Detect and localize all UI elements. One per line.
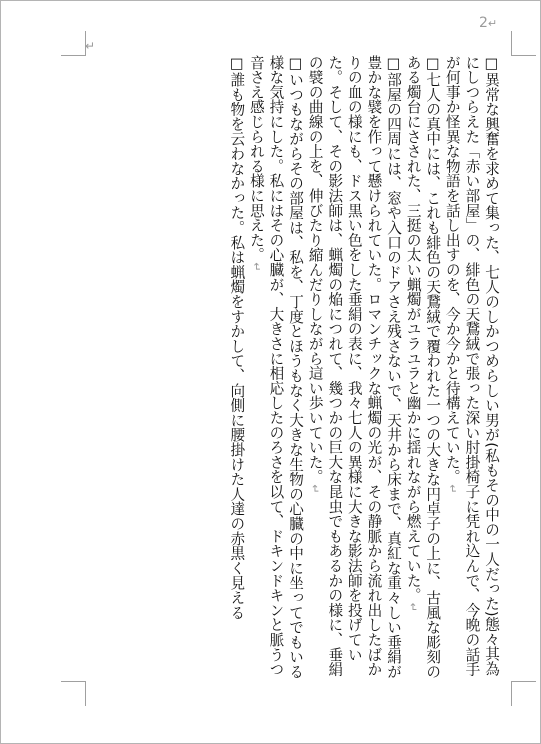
crop-mark-top-right [511, 31, 536, 56]
return-mark-icon: ↵ [445, 484, 459, 494]
crop-mark-bottom-left [61, 681, 86, 706]
document-body[interactable] [87, 55, 501, 679]
paragraph: □誰も物を云わなかった。私は蝋燭をすかして、向側に腰掛けた人達の赤黒く見える [228, 55, 246, 620]
paragraph: □七人の真中には、これも緋色の天鵞絨で覆われた一つの大きな円卓子の上に、古風な彫刻のある燭台にさされた、三挺の太い蝋燭がユラユラと幽かに揺れながら燃えていた。↵ [404, 55, 442, 679]
paragraph: □部屋の四周には、窓や入口のドアさえ残さないで、天井から床まで、真紅な重々しい垂絹が豊かな襞を作って懸けられていた。ロマンチックな蝋燭の光が、その静脈から流れ出したばかりの血の様にも、ドス黒い色をした垂絹の表に、我々七人の異様に大きな影法師を投げていた。そして、その影法師は、蝋燭の焔につれて、幾つかの巨大な昆虫でもあるかの様に、垂絹の襞の曲線の上を、伸びたり縮んだりしながら這い歩いていた。↵ [306, 55, 403, 679]
paragraph-mark-icon: ↵ [85, 39, 96, 53]
return-mark-icon: ↵ [249, 262, 263, 272]
paragraph: □いつもながらその部屋は、私を、丁度とほうもなく大きな生物の心臓の中に坐ってでもいる様な気持にした。私にはその心臓が、大きさに相応したのろさを以て、ドキンドキンと脈うつ音さえ感じられる様に思えた。↵ [247, 55, 305, 679]
return-mark-icon: ↵ [406, 602, 420, 613]
page-number: 2↵ [479, 15, 498, 31]
return-mark-icon: ↵ [308, 484, 322, 494]
paragraph-mark-icon: ↵ [487, 17, 498, 30]
paragraph: □異常な興奮を求めて集った、七人のしかつめらしい男が(私もその中の一人だった)態々其為にしつらえた「赤い部屋」の、緋色の天鵞絨で張った深い肘掛椅子に凭れ込んで、今晩の話手が何事か怪異な物語を話し出すのを、今か今かと待構えていた。↵ [443, 55, 500, 677]
crop-mark-bottom-right [511, 681, 536, 706]
crop-mark-top-left [61, 31, 86, 56]
